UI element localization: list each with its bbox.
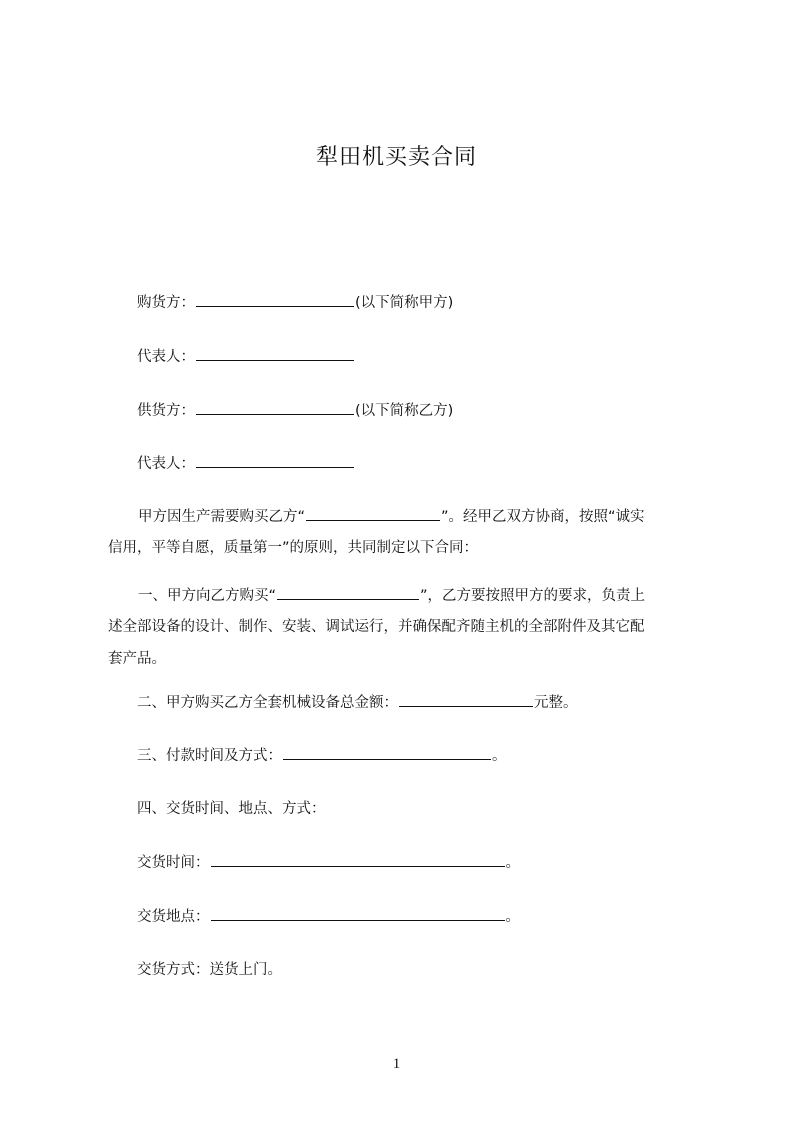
clause-1-line-3: 套产品。 [108, 651, 166, 667]
seller-label: 供货方： [137, 403, 195, 419]
intro-text-b: ”。经甲乙双方协商，按照“诚实 [441, 509, 645, 525]
clause-1-text-a: 一、甲方向乙方购买“ [138, 588, 277, 604]
delivery-time-line [137, 852, 520, 873]
seller-rep-line [137, 453, 355, 474]
buyer-rep-blank[interactable] [196, 346, 354, 361]
delivery-place-suffix: 。 [505, 909, 520, 925]
seller-rep-blank[interactable] [196, 453, 354, 468]
clause-1-line-2: 述全部设备的设计、制作、安装、调试运行，并确保配齐随主机的全部附件及其它配 [108, 619, 645, 635]
clause-2-suffix: 元整。 [534, 695, 578, 711]
delivery-time-label: 交货时间： [137, 855, 210, 871]
buyer-note: (以下简称甲方) [355, 295, 454, 311]
buyer-name-blank[interactable] [196, 292, 354, 307]
clause-3-line [137, 745, 507, 766]
seller-rep-label: 代表人： [137, 456, 195, 472]
intro-line-1 [108, 506, 645, 526]
clause-3-suffix: 。 [492, 748, 507, 764]
seller-note: (以下简称乙方) [355, 403, 454, 419]
delivery-place-blank[interactable] [211, 906, 505, 921]
buyer-line [137, 292, 453, 313]
clause-1-text-b: ”，乙方要按照甲方的要求，负责上 [420, 588, 646, 604]
clause-1-line-1 [108, 585, 645, 605]
buyer-rep-line [137, 346, 355, 367]
clause-2-line [137, 692, 578, 713]
clause-4-label: 四、交货时间、地点、方式： [137, 801, 326, 817]
buyer-label: 购货方： [137, 295, 195, 311]
payment-terms-blank[interactable] [283, 745, 491, 760]
delivery-place-line [137, 906, 520, 927]
clause-1-product-blank[interactable] [277, 585, 419, 600]
delivery-method-line [137, 960, 282, 980]
clause-1-paragraph [108, 585, 645, 669]
intro-line-2: 信用，平等自愿，质量第一”的原则，共同制定以下合同： [108, 540, 479, 556]
buyer-rep-label: 代表人： [137, 349, 195, 365]
document-title: 犁田机买卖合同 [315, 145, 477, 170]
intro-text-a: 甲方因生产需要购买乙方“ [138, 509, 306, 525]
delivery-method-label: 交货方式：送货上门。 [137, 962, 282, 978]
delivery-time-suffix: 。 [505, 855, 520, 871]
total-amount-blank[interactable] [399, 692, 533, 707]
intro-paragraph [108, 506, 645, 558]
delivery-place-label: 交货地点： [137, 909, 210, 925]
page-number: 1 [392, 1056, 401, 1072]
clause-2-label: 二、甲方购买乙方全套机械设备总金额： [137, 695, 398, 711]
seller-line [137, 400, 453, 421]
product-name-blank[interactable] [306, 506, 440, 521]
delivery-time-blank[interactable] [211, 852, 505, 867]
clause-4-line [137, 799, 326, 819]
clause-3-label: 三、付款时间及方式： [137, 748, 282, 764]
seller-name-blank[interactable] [196, 400, 354, 415]
